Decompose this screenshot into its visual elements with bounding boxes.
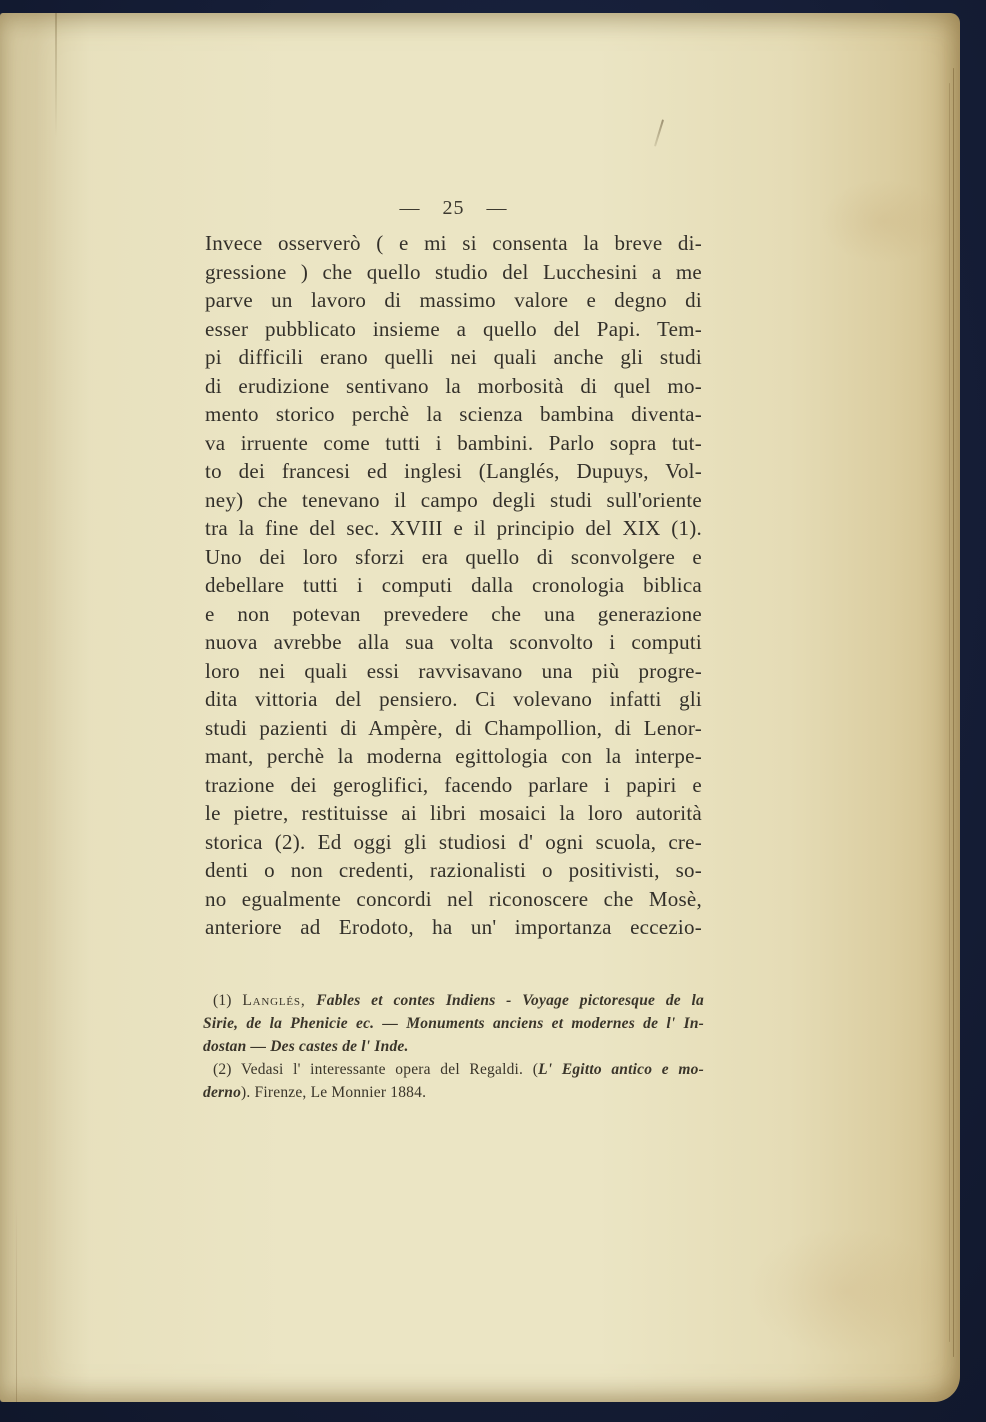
body-line: va irruente come tutti i bambini. Parlo sopra tut- — [205, 430, 702, 455]
footnote-2-text: (2) Vedasi l' interessante opera del Regaldi. ( — [213, 1061, 539, 1078]
body-line: Invece osserverò ( e mi si consenta la breve di- — [205, 231, 702, 255]
body-line: denti o non credenti, razionalisti o positivisti, so- — [205, 858, 702, 882]
body-line: ney) che tenevano il campo degli studi sull'oriente — [205, 487, 702, 512]
body-line: to dei francesi ed inglesi (Langlés, Dupuys, Vol- — [205, 459, 702, 483]
page-crease — [55, 13, 57, 138]
body-line: parve un lavoro di massimo valore e degno di — [205, 288, 702, 312]
page-edge-line — [949, 83, 950, 1342]
page-edge-line — [16, 1202, 17, 1402]
body-line: pi difficili erano quelli nei quali anche gli studi — [205, 345, 702, 369]
body-line: mant, perchè la moderna egittologia con la interpe- — [205, 744, 702, 768]
footnote-2-line-2 — [203, 1081, 704, 1104]
body-line: Uno dei loro sforzi era quello di sconvolgere e — [205, 544, 702, 569]
body-line: tra la fine del sec. XVIII e il principio del XIX (1). — [205, 516, 702, 540]
footnotes-block — [203, 989, 704, 1104]
footnote-1-title: Fables et contes Indiens - Voyage pictoresque de la — [316, 992, 704, 1009]
body-line: dita vittoria del pensiero. Ci volevano infatti gli — [205, 687, 702, 711]
book-page — [0, 13, 960, 1402]
footnote-2-title-cont: derno — [203, 1084, 242, 1101]
body-line: anteriore ad Erodoto, ha un' importanza eccezio- — [205, 915, 702, 939]
page-number: — 25 — — [399, 197, 508, 219]
footnote-1-line-2: Sirie, de la Phenicie ec. — Monuments anciens et modernes de l' In- — [203, 1015, 704, 1032]
body-line: debellare tutti i computi dalla cronologia biblica — [205, 573, 702, 597]
body-line: loro nei quali essi ravvisavano una più progre- — [205, 658, 702, 683]
body-line: storica (2). Ed oggi gli studiosi d' ogni scuola, cre- — [205, 829, 702, 854]
body-line: nuova avrebbe alla sua volta sconvolto i computi — [205, 630, 702, 654]
gutter-shadow — [0, 13, 90, 1402]
footnote-1-line-3: dostan — Des castes de l' Inde. — [203, 1038, 409, 1055]
body-line: trazione dei geroglifici, facendo parlare i papiri e — [205, 772, 702, 797]
ink-scratch-mark — [654, 119, 664, 146]
body-line: e non potevan prevedere che una generazione — [205, 601, 702, 626]
footnote-1-author: Langlés, — [242, 992, 306, 1009]
body-line: mento storico perchè la scienza bambina diventa- — [205, 402, 702, 426]
footnote-2-line-1 — [203, 1058, 704, 1081]
footnote-2-title: L' Egitto antico e mo- — [538, 1061, 704, 1078]
footnote-1-line-1 — [203, 989, 704, 1012]
body-line: no egualmente concordi nel riconoscere che Mosè, — [205, 886, 702, 911]
body-line: di erudizione sentivano la morbosità di quel mo- — [205, 373, 702, 398]
body-text-block — [205, 229, 702, 942]
body-line: studi pazienti di Ampère, di Champollion, di Lenor- — [205, 715, 702, 740]
footnote-1-marker: (1) — [213, 992, 232, 1009]
body-line: esser pubblicato insieme a quello del Papi. Tem- — [205, 316, 702, 341]
page-edge-line — [953, 68, 954, 1357]
body-line: gressione ) che quello studio del Lucchesini a me — [205, 259, 702, 284]
footnote-2-text-cont: ). Firenze, Le Monnier 1884. — [241, 1084, 427, 1101]
body-line: le pietre, restituisse ai libri mosaici la loro autorità — [205, 801, 702, 825]
